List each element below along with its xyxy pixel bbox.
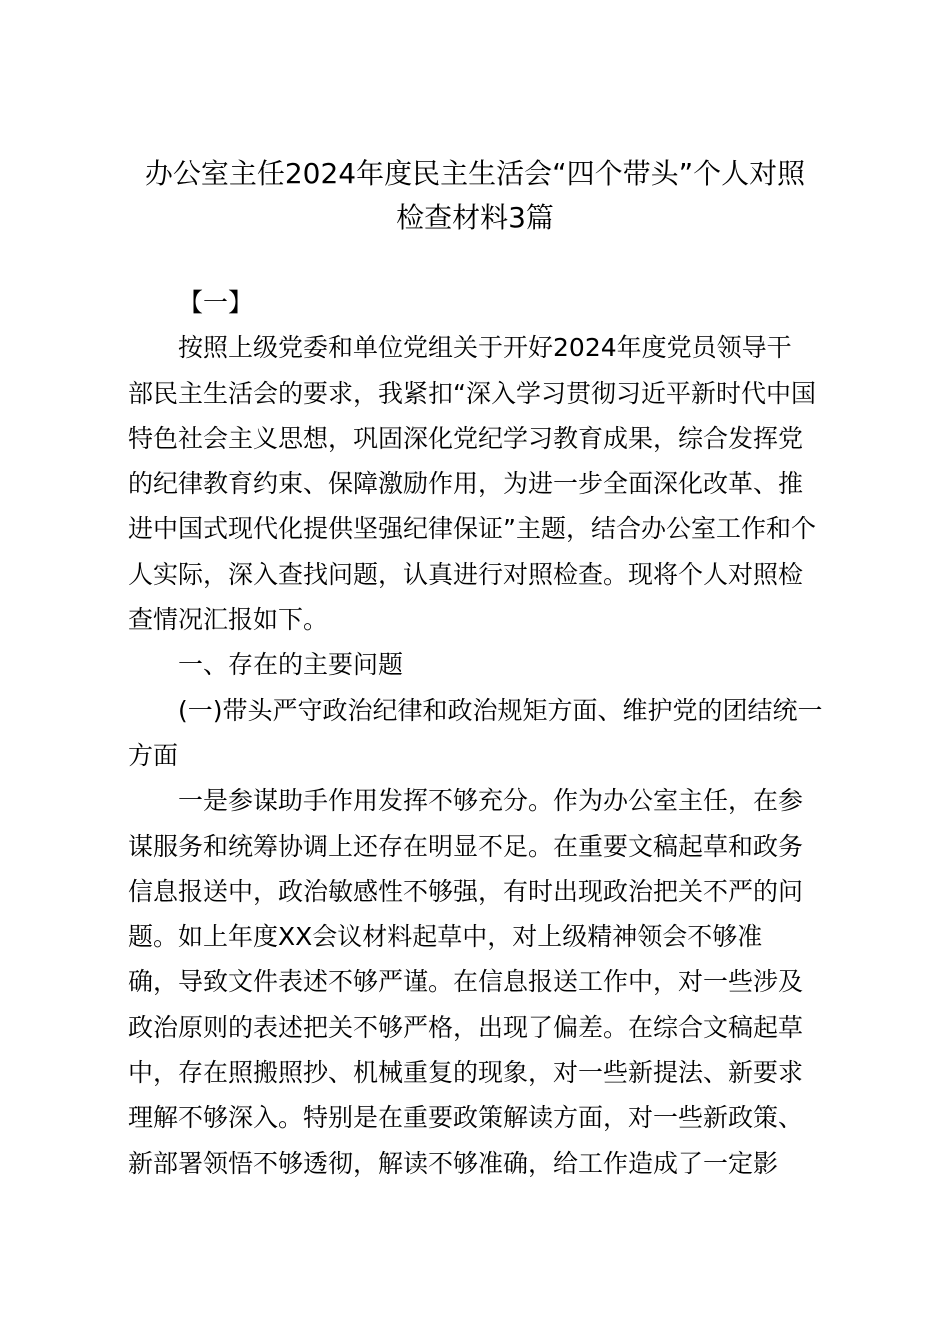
section-marker: 【一】 <box>178 288 254 317</box>
title-line-1: 办公室主任2024年度民主生活会“四个带头”个人对照 <box>144 157 806 190</box>
title-line-2: 检查材料3篇 <box>396 201 554 234</box>
subheading-line: (一)带头严守政治纪律和政治规矩方面、维护党的团结统一 <box>178 695 823 725</box>
point-line: 确，导致文件表述不够严谨。在信息报送工作中，对一些涉及 <box>128 967 804 997</box>
section-heading: 一、存在的主要问题 <box>178 650 404 680</box>
intro-line: 特色社会主义思想，巩固深化党纪学习教育成果，综合发挥党 <box>128 423 804 453</box>
point-line: 谋服务和统筹协调上还存在明显不足。在重要文稿起草和政务 <box>128 831 804 861</box>
intro-line: 进中国式现代化提供坚强纪律保证”主题，结合办公室工作和个 <box>128 514 816 544</box>
intro-line: 按照上级党委和单位党组关于开好2024年度党员领导干 <box>178 333 792 363</box>
intro-line: 部民主生活会的要求，我紧扣“深入学习贯彻习近平新时代中国 <box>128 378 816 408</box>
point-line: 政治原则的表述把关不够严格，出现了偏差。在综合文稿起草 <box>128 1012 804 1042</box>
point-line: 新部署领悟不够透彻，解读不够准确，给工作造成了一定影 <box>128 1148 779 1178</box>
point-line: 理解不够深入。特别是在重要政策解读方面，对一些新政策、 <box>128 1103 804 1133</box>
point-line: 题。如上年度XX会议材料起草中，对上级精神领会不够准 <box>128 922 763 952</box>
point-line: 一是参谋助手作用发挥不够充分。作为办公室主任，在参 <box>178 786 804 816</box>
point-line: 中，存在照搬照抄、机械重复的现象，对一些新提法、新要求 <box>128 1058 804 1088</box>
subheading-line: 方面 <box>128 740 179 770</box>
document-title <box>120 152 830 240</box>
document-body <box>128 280 828 1186</box>
intro-line: 查情况汇报如下。 <box>128 605 329 635</box>
intro-line: 人实际，深入查找问题，认真进行对照检查。现将个人对照检 <box>128 559 804 589</box>
intro-line: 的纪律教育约束、保障激励作用，为进一步全面深化改革、推 <box>128 469 804 499</box>
point-line: 信息报送中，政治敏感性不够强，有时出现政治把关不严的问 <box>128 876 804 906</box>
